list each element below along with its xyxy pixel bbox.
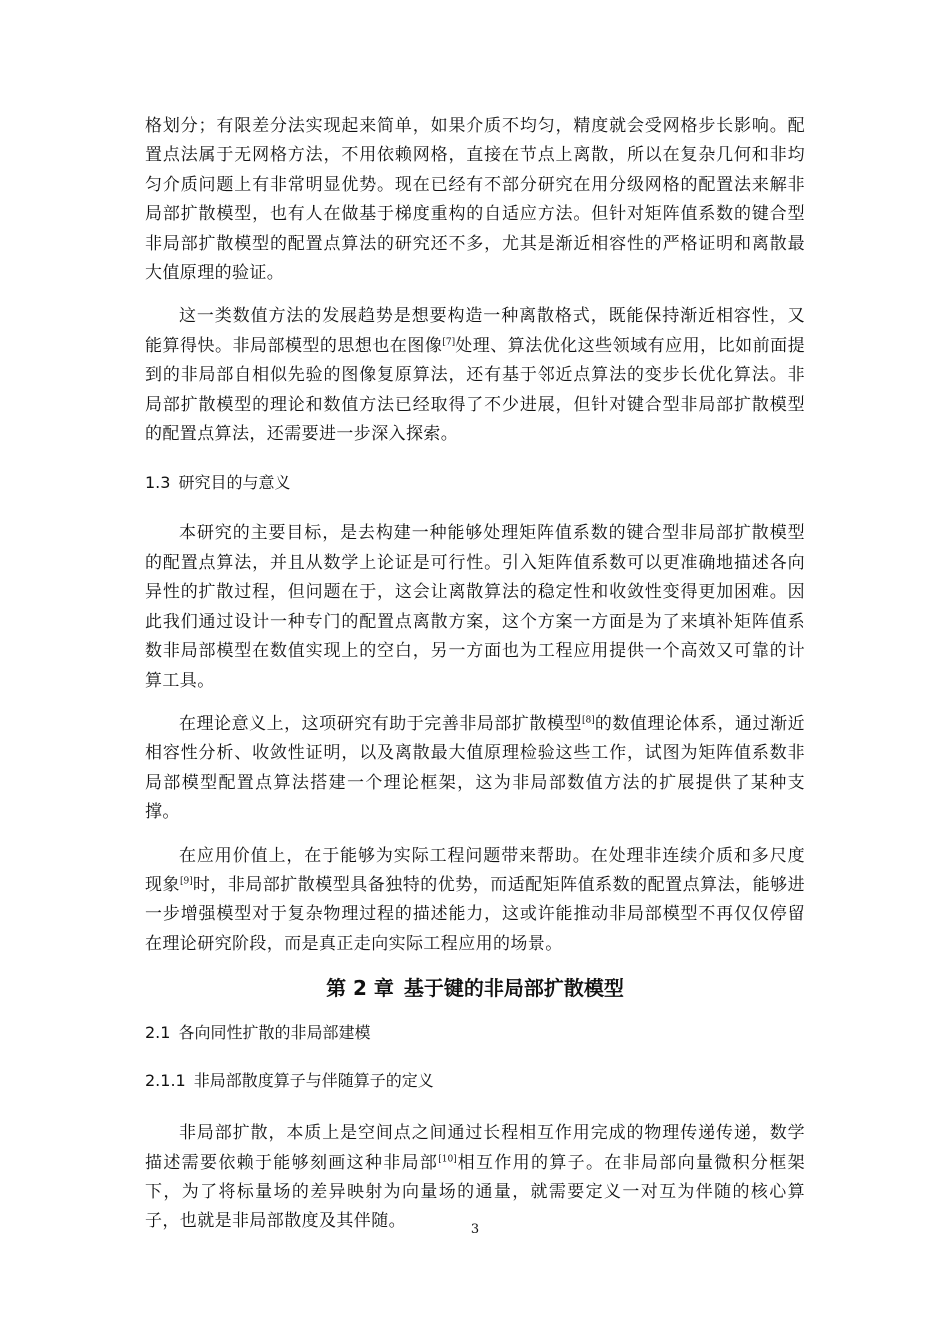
section-title: 各向同性扩散的非局部建模 — [178, 1023, 371, 1043]
section-heading-2-1-1 — [145, 1069, 805, 1093]
paragraph-text: 处理、算法优化这些领域有应用，比如前面提到的非局部自相似先验的图像复原算法，还有基于邻近点算法的变步长优化算法。非局部扩散模型的理论和数值方法已经取得了不少进展，但针对键合型非局部扩散模型的配置点算法，还需要进一步深入探索。 — [145, 335, 805, 445]
paragraph-text: 时，非局部扩散模型具备独特的优势，而适配矩阵值系数的配置点算法，能够进一步增强模型对于复杂物理过程的描述能力，这或许能推动非局部模型不再仅仅停留在理论研究阶段，而是真正走向实际工程应用的场景。 — [145, 874, 805, 954]
section-title: 研究目的与意义 — [178, 473, 291, 493]
chapter-heading-2 — [145, 973, 805, 1003]
paragraph-application-value — [145, 842, 805, 960]
citation-7[interactable]: [7] — [442, 337, 456, 348]
citation-9[interactable]: [9] — [180, 876, 193, 887]
paragraph-text: 这一类数值方法的发展趋势是想要构造一种离散格式，既能保持渐近相容性，又能算得快。非局部模型的思想也在图像 — [145, 306, 805, 356]
paragraph-text: 的数值理论体系，通过渐近相容性分析、收敛性证明，以及离散最大值原理检验这些工作，试图为矩阵值系数非局部模型配置点算法搭建一个理论框架，这为非局部数值方法的扩展提供了某种支撑。 — [145, 713, 805, 823]
paragraph-text: 相互作用的算子。在非局部向量微积分框架下，为了将标量场的差异映射为向量场的通量，就需要定义一对互为伴随的核心算子，也就是非局部散度及其伴随。 — [145, 1152, 805, 1232]
section-number: 2.1.1 — [145, 1071, 186, 1091]
chapter-number: 第 2 章 — [326, 976, 394, 1001]
citation-10[interactable]: [10] — [438, 1153, 457, 1164]
section-number: 2.1 — [145, 1023, 171, 1043]
chapter-title: 基于键的非局部扩散模型 — [403, 976, 624, 1001]
citation-8[interactable]: [8] — [581, 715, 595, 726]
page-body — [145, 112, 805, 1251]
paragraph-continued: 格划分；有限差分法实现起来简单，如果介质不均匀，精度就会受网格步长影响。配置点法属于无网格方法，不用依赖网格，直接在节点上离散，所以在复杂几何和非均匀介质问题上有非常明显优势。现在已经有不部分研究在用分级网格的配置法来解非局部扩散模型，也有人在做基于梯度重构的自适应方法。但针对矩阵值系数的键合型非局部扩散模型的配置点算法的研究还不多，尤其是渐近相容性的严格证明和离散最大值原理的验证。 — [145, 116, 805, 284]
section-title: 非局部散度算子与伴随算子的定义 — [193, 1071, 434, 1091]
section-heading-1-3 — [145, 471, 805, 495]
section-number: 1.3 — [145, 473, 171, 493]
paragraph-numerical-trends — [145, 302, 805, 449]
section-heading-2-1 — [145, 1021, 805, 1045]
paragraph-text: 在理论意义上，这项研究有助于完善非局部扩散模型 — [179, 713, 582, 734]
paragraph-text: 在应用价值上，在于能够为实际工程问题带来帮助。在处理非连续介质和多尺度现象 — [145, 845, 805, 895]
page-number: 3 — [470, 1222, 480, 1237]
paragraph-text: 非局部扩散，本质上是空间点之间通过长程相互作用完成的物理传递传递，数学描述需要依赖于能够刻画这种非局部 — [145, 1123, 805, 1173]
paragraph-nonlocal-diffusion — [145, 1119, 805, 1237]
paragraph-theoretical-significance — [145, 710, 805, 828]
paragraph-research-goal: 本研究的主要目标，是去构建一种能够处理矩阵值系数的键合型非局部扩散模型的配置点算法，并且从数学上论证是可行性。引入矩阵值系数可以更准确地描述各向异性的扩散过程，但问题在于，这会让离散算法的稳定性和收敛性变得更加困难。因此我们通过设计一种专门的配置点离散方案，这个方案一方面是为了来填补矩阵值系数非局部模型在数值实现上的空白，另一方面也为工程应用提供一个高效又可靠的计算工具。 — [145, 523, 805, 691]
